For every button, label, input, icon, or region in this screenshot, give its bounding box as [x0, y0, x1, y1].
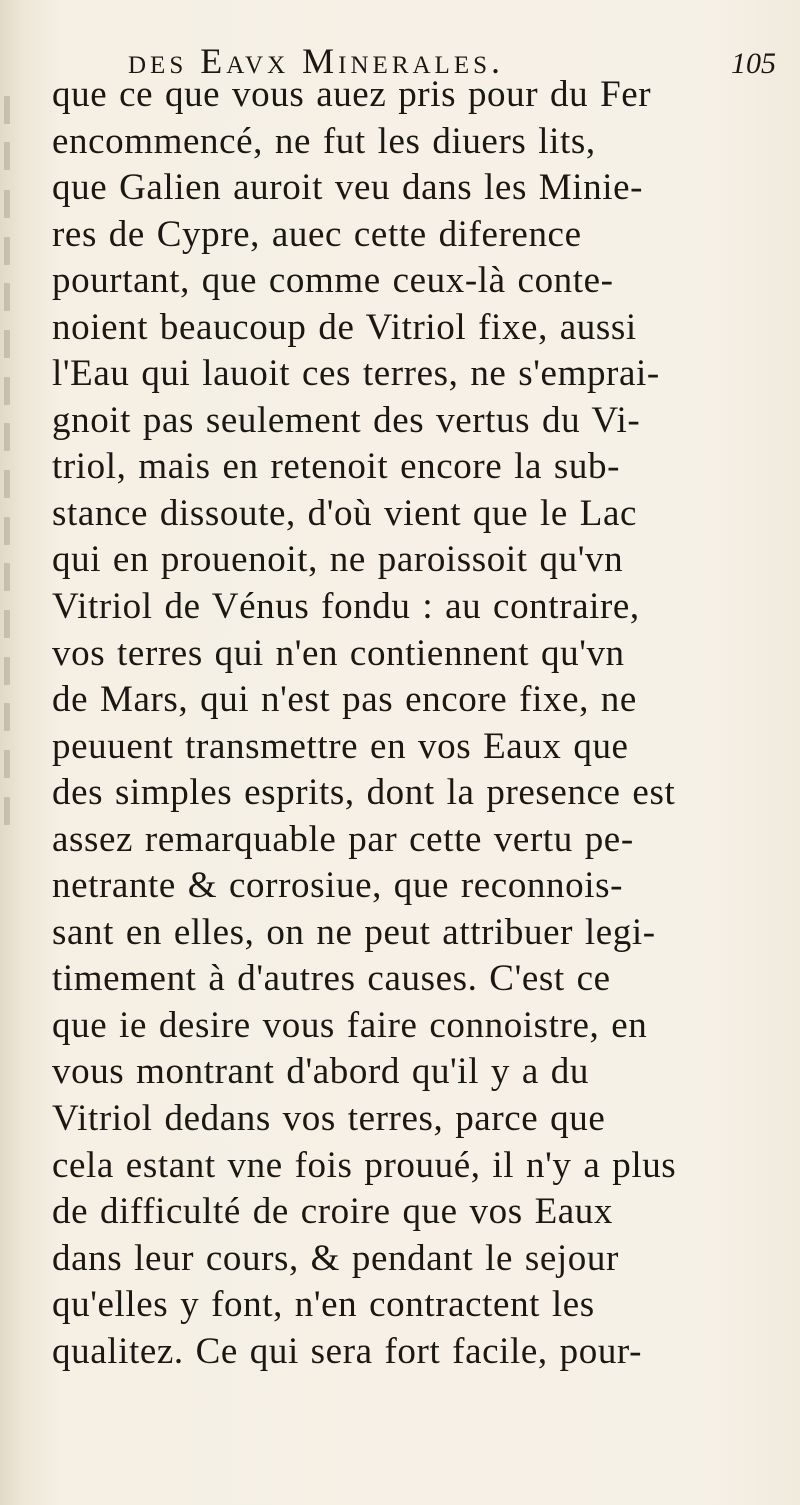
text-line: que ie desire vous faire connoistre, en — [52, 1004, 648, 1046]
text-line: Vitriol dedans vos terres, parce que — [52, 1098, 606, 1140]
text-line: des simples esprits, dont la presence est — [52, 772, 676, 814]
text-line: stance dissoute, d'où vient que le Lac — [52, 492, 637, 534]
text-line: encommencé, ne fut les diuers lits, — [52, 120, 596, 162]
text-line: netrante & corrosiue, que reconnois- — [52, 865, 624, 907]
running-head: des Eavx Minerales. — [128, 41, 504, 81]
text-line: pourtant, que comme ceux-là conte- — [52, 260, 614, 302]
text-line: qui en prouenoit, ne paroissoit qu'vn — [52, 539, 624, 581]
text-line: noient beaucoup de Vitriol fixe, aussi — [52, 306, 637, 348]
text-line: res de Cypre, auec cette diference — [52, 213, 582, 255]
text-line: sant en elles, on ne peut attribuer legi- — [52, 911, 656, 953]
text-line: dans leur cours, & pendant le sejour — [52, 1237, 619, 1279]
text-line: assez remarquable par cette vertu pe- — [52, 818, 634, 860]
text-line: que Galien auroit veu dans les Minie- — [52, 167, 644, 209]
gutter-shadow — [2, 0, 20, 1505]
text-line: vous montrant d'abord qu'il y a du — [52, 1051, 589, 1093]
text-line: de Mars, qui n'est pas encore fixe, ne — [52, 679, 637, 721]
text-line: qualitez. Ce qui sera fort facile, pour- — [52, 1330, 643, 1372]
text-line: que ce que vous auez pris pour du Fer — [52, 74, 652, 115]
text-line: vos terres qui n'en contiennent qu'vn — [52, 632, 625, 674]
text-line: triol, mais en retenoit encore la sub- — [52, 446, 621, 488]
text-line: qu'elles y font, n'en contractent les — [52, 1284, 595, 1326]
text-line: cela estant vne fois prouué, il n'y a plus — [52, 1144, 677, 1186]
text-line: Vitriol de Vénus fondu : au contraire, — [52, 586, 640, 628]
text-line: l'Eau qui lauoit ces terres, ne s'emprai- — [52, 353, 660, 395]
text-line: gnoit pas seulement des vertus du Vi- — [52, 399, 641, 441]
text-line: peuuent transmettre en vos Eaux que — [52, 725, 629, 767]
text-line: timement à d'autres causes. C'est ce — [52, 958, 611, 1000]
body-text — [52, 72, 772, 1375]
text-line: de difficulté de croire que vos Eaux — [52, 1191, 613, 1233]
page-number: 105 — [731, 47, 776, 80]
